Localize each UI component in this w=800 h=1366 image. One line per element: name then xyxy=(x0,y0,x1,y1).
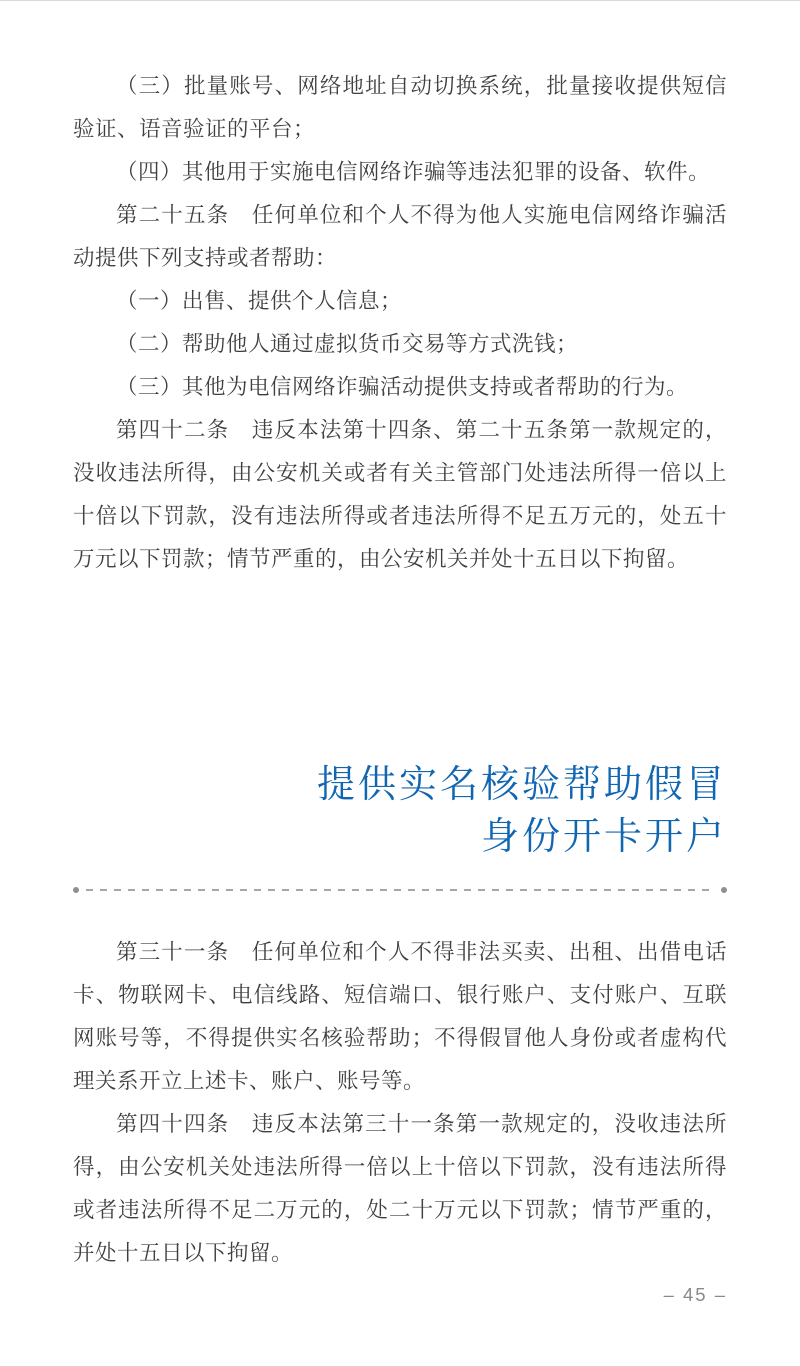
page-number: – 45 – xyxy=(663,1284,727,1305)
divider-dashed-line xyxy=(86,889,714,891)
section-heading-line-2: 身份开卡开户 xyxy=(480,816,727,858)
article-25-item-3: （三）其他为电信网络诈骗活动提供支持或者帮助的行为。 xyxy=(116,375,689,399)
top-legal-section xyxy=(73,65,727,581)
article-25-intro: 第二十五条 任何单位和个人不得为他人实施电信网络诈骗活动提供下列支持或者帮助： xyxy=(73,203,727,270)
bottom-legal-section xyxy=(73,931,727,1275)
article-31: 第三十一条 任何单位和个人不得非法买卖、出租、出借电话卡、物联网卡、电信线路、短信端口、银行账户、支付账户、互联网账号等，不得提供实名核验帮助；不得假冒他人身份或者虚构代理关系开立上述卡、账户、账号等。 xyxy=(73,940,727,1093)
article-44: 第四十四条 违反本法第三十一条第一款规定的，没收违法所得，由公安机关处违法所得一倍以上十倍以下罚款，没有违法所得或者违法所得不足二万元的，处二十万元以下罚款；情节严重的，并处十五日以下拘留。 xyxy=(73,1112,727,1265)
article-25-item-2: （二）帮助他人通过虚拟货币交易等方式洗钱； xyxy=(116,332,579,356)
section-heading-line-1: 提供实名核验帮助假冒 xyxy=(316,764,727,806)
article-14-item-3: （三）批量账号、网络地址自动切换系统，批量接收提供短信验证、语音验证的平台； xyxy=(73,74,727,141)
page-content xyxy=(0,1,800,1275)
article-42: 第四十二条 违反本法第十四条、第二十五条第一款规定的，没收违法所得，由公安机关或者有关主管部门处违法所得一倍以上十倍以下罚款，没有违法所得或者违法所得不足五万元的，处五十万元以下罚款；情节严重的，由公安机关并处十五日以下拘留。 xyxy=(73,418,727,571)
dashed-divider xyxy=(73,887,727,893)
section-heading xyxy=(73,759,727,863)
article-25-item-1: （一）出售、提供个人信息； xyxy=(116,289,403,313)
article-14-item-4: （四）其他用于实施电信网络诈骗等违法犯罪的设备、软件。 xyxy=(116,160,711,184)
divider-right-dot-icon xyxy=(721,887,727,893)
divider-left-dot-icon xyxy=(73,887,79,893)
